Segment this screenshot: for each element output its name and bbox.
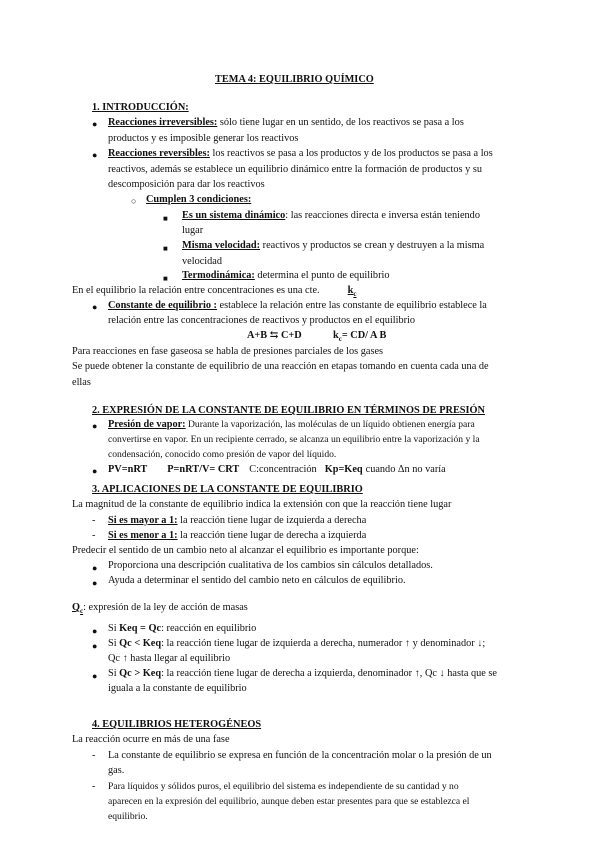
condition-velocity: Misma velocidad: reactivos y productos se crean y destruyen a la misma — [182, 240, 485, 251]
bullet-icon: ● — [92, 578, 98, 588]
heterogeneous-intro: La reacción ocurre en más de una fase — [72, 734, 230, 745]
heterogeneous-item-2-cont-1: aparecen en la expresión del equilibrio, aunque deben estar presentes para que se establezca el — [108, 796, 470, 807]
condition-dynamic: Es un sistema dinámico: las reacciones directa e inversa están teniendo — [182, 210, 480, 221]
predict-reason-2: Ayuda a determinar el sentido del cambio neto en cálculos de equilibrio. — [108, 575, 406, 586]
heterogeneous-item-2-cont-2: equilibrio. — [108, 811, 148, 822]
qc-case-greater: Si Qc > Keq: la reacción tiene lugar de derecha a izquierda, denominador ↑, Qc ↓ hasta que se — [108, 668, 498, 679]
section-2-heading: 2. EXPRESIÓN DE LA CONSTANTE DE EQUILIBRIO EN TÉRMINOS DE PRESIÓN — [92, 405, 485, 416]
constant-relation-line: En el equilibrio la relación entre concentraciones es una cte. $k_c$ — [72, 285, 357, 299]
magnitude-line: La magnitud de la constante de equilibrio indica la extensión con que la reacción tiene lugar — [72, 499, 452, 510]
condition-thermo: Termodinámica: determina el punto de equilibrio — [182, 270, 390, 281]
bullet-icon: ● — [92, 421, 98, 431]
equilibrium-constant-item: Constante de equilibrio : establece la relación entre las constante de equilibrio establece la — [108, 300, 487, 311]
qc-case-less-cont: Qc ↑ hasta llegar al equilibrio — [108, 653, 231, 664]
reversible-item: Reacciones reversibles: los reactivos se pasa a los productos y de los productos se pasa a los — [108, 148, 493, 159]
heterogeneous-item-1-cont: gas. — [108, 765, 125, 776]
circle-bullet-icon: ○ — [131, 196, 137, 206]
page-title: TEMA 4: EQUILIBRIO QUÍMICO — [215, 74, 374, 85]
predict-line: Predecir el sentido de un cambio neto al alcanzar el equilibrio es importante porque: — [72, 545, 419, 556]
qc-case-greater-cont: iguala a la constante de equilibrio — [108, 683, 247, 694]
section-3-heading: 3. APLICACIONES DE LA CONSTANTE DE EQUILIBRIO — [92, 484, 363, 495]
dash-bullet: - — [92, 530, 96, 541]
qc-case-less: Si Qc < Keq: la reacción tiene lugar de izquierda a derecha, numerador ↑ y denominador ↓; — [108, 638, 486, 649]
vapor-pressure-cont-1: convertirse en vapor. En un recipiente cerrado, se alcanza un equilibrio entre la vaporización y la — [108, 434, 480, 445]
reversible-item-cont-1: reactivos, además se establece un equilibrio dinámico entre la formación de productos y su — [108, 164, 482, 175]
bullet-icon: ● — [92, 671, 98, 681]
dash-bullet: - — [92, 750, 96, 761]
condition-dynamic-cont: lugar — [182, 225, 204, 236]
irreversible-item: Reacciones irreversibles: sólo tiene lugar en un sentido, de los reactivos se pasa a los — [108, 117, 464, 128]
vapor-pressure-cont-2: condensación, conocido como presión de vapor del líquido. — [108, 449, 337, 460]
formulas-line: PV=nRT P=nRT/V= CRT C:concentración Kp=Keq cuando Δn no varía — [108, 464, 446, 475]
heterogeneous-item-1: La constante de equilibrio se expresa en función de la concentración molar o la presión de un — [108, 750, 492, 761]
square-bullet-icon: ■ — [163, 244, 168, 253]
condition-velocity-cont: velocidad — [182, 256, 223, 267]
greater-than-one-item: Si es mayor a 1: la reacción tiene lugar de izquierda a derecha — [108, 515, 367, 526]
bullet-icon: ● — [92, 641, 98, 651]
dash-bullet: - — [92, 515, 96, 526]
bullet-icon: ● — [92, 119, 98, 129]
vapor-pressure-item: Presión de vapor: Durante la vaporización, las moléculas de un líquido obtienen energía para — [108, 419, 475, 430]
section-1-heading: 1. INTRODUCCIÓN: — [92, 102, 189, 113]
less-than-one-item: Si es menor a 1: la reacción tiene lugar de derecha a izquierda — [108, 530, 367, 541]
irreversible-item-cont: productos y es imposible generar los reactivos — [108, 133, 299, 144]
dash-bullet: - — [92, 781, 96, 792]
equilibrium-constant-item-cont: relación entre las concentraciones de reactivos y productos en el equilibrio — [108, 315, 416, 326]
gas-phase-line: Para reacciones en fase gaseosa se habla de presiones parciales de los gases — [72, 346, 384, 357]
bullet-icon: ● — [92, 626, 98, 636]
bullet-icon: ● — [92, 302, 98, 312]
bullet-icon: ● — [92, 150, 98, 160]
qc-definition: $Q_c$: expresión de la ley de acción de masas — [72, 602, 248, 616]
square-bullet-icon: ■ — [163, 214, 168, 223]
stages-line-2: ellas — [72, 377, 91, 388]
equation-kc: $k_c= CD/$ A B — [333, 330, 387, 344]
equation-reaction: A+B ⇆ C+D — [247, 330, 302, 341]
reversible-item-cont-2: descomposición para dar los reactivos — [108, 179, 265, 190]
bullet-icon: ● — [92, 563, 98, 573]
square-bullet-icon: ■ — [163, 274, 168, 283]
stages-line-1: Se puede obtener la constante de equilibrio de una reacción en etapas tomando en cuenta cada una de — [72, 361, 489, 372]
qc-case-equal: Si Keq = Qc: reacción en equilibrio — [108, 623, 257, 634]
conditions-label: Cumplen 3 condiciones: — [146, 194, 252, 205]
bullet-icon: ● — [92, 466, 98, 476]
predict-reason-1: Proporciona una descripción cualitativa de los cambios sin cálculos detallados. — [108, 560, 433, 571]
heterogeneous-item-2: Para líquidos y sólidos puros, el equilibrio del sistema es independiente de su cantidad y no — [108, 781, 459, 792]
section-4-heading: 4. EQUILIBRIOS HETEROGÉNEOS — [92, 719, 262, 730]
